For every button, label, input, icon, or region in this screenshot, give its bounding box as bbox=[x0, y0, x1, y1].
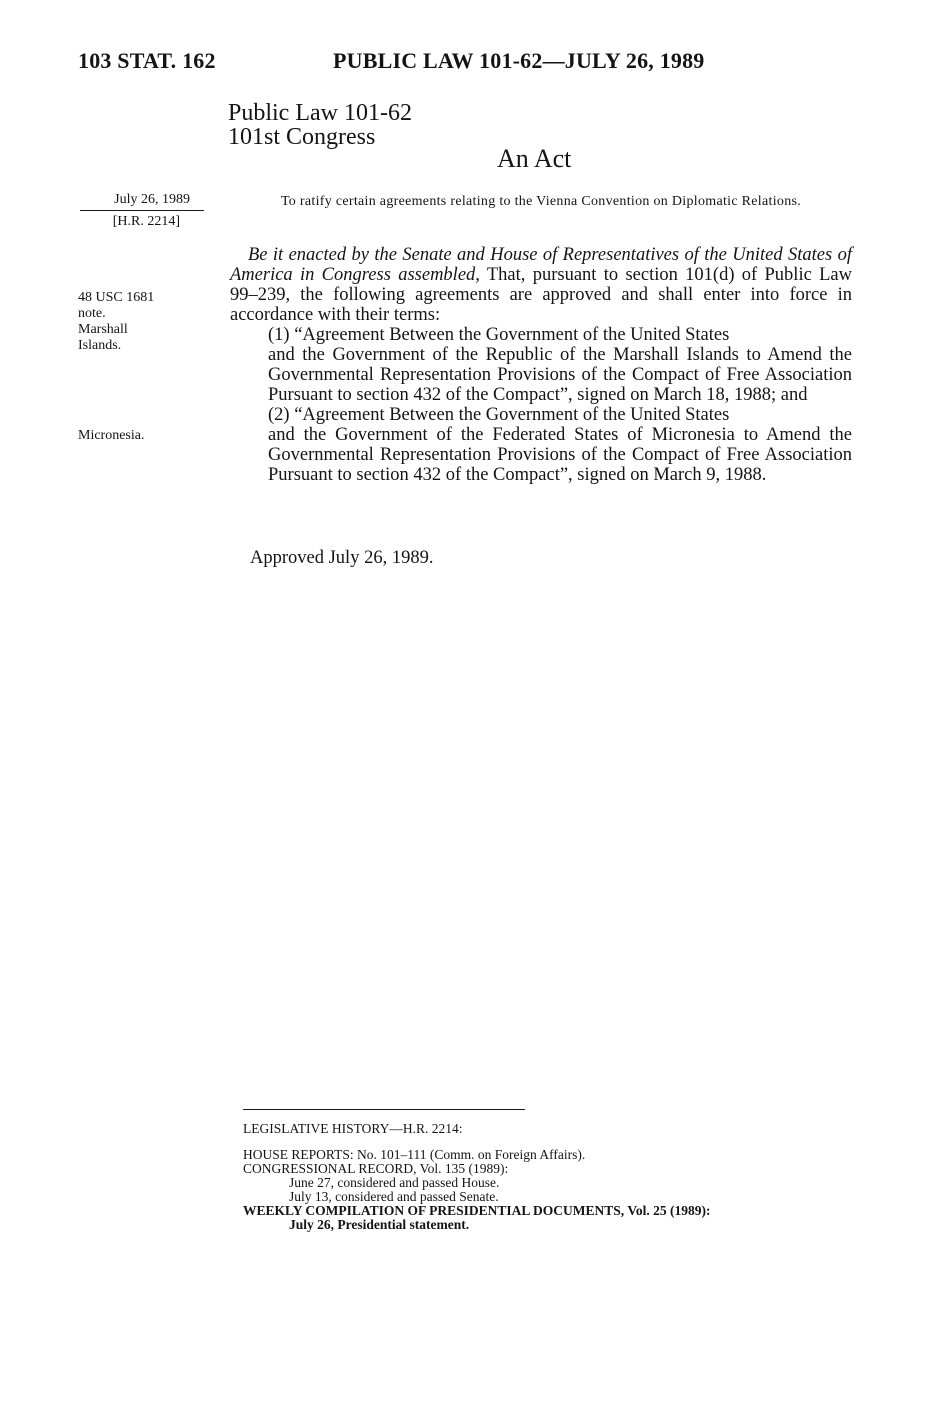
agreement-item-2-lead: (2) “Agreement Between the Government of the United States bbox=[268, 405, 730, 425]
margin-usc-reference bbox=[78, 290, 154, 354]
agreement-item-2-text: and the Government of the Federated States of Micronesia to Amend the Governmental Representation Provisions of the Compact of Free Association Pursuant to section 432 of the Compact”, signed on March 9, 1988. bbox=[268, 425, 852, 485]
enacting-paragraph bbox=[230, 245, 852, 325]
approval-date: Approved July 26, 1989. bbox=[250, 548, 434, 568]
history-house-reports: HOUSE REPORTS: No. 101–111 (Comm. on Foreign Affairs). bbox=[243, 1147, 586, 1162]
enacting-intro: That, pursuant to section 101(d) of Public Law 99–239, the following agreements are approved and shall enter into force in accordance with their terms: bbox=[230, 265, 852, 325]
margin-micronesia: Micronesia. bbox=[78, 428, 145, 443]
history-weekly-compilation: WEEKLY COMPILATION OF PRESIDENTIAL DOCUMENTS, Vol. 25 (1989): bbox=[243, 1203, 711, 1218]
running-title: PUBLIC LAW 101-62—JULY 26, 1989 bbox=[333, 48, 705, 73]
margin-usc-code: 48 USC 1681 bbox=[78, 290, 155, 305]
enacting-clause: Be it enacted by the Senate and House of Representatives of the United States of America in Congress assembled, bbox=[230, 245, 852, 285]
margin-marshall-2: Islands. bbox=[78, 338, 122, 353]
congress-number: 101st Congress bbox=[228, 124, 376, 150]
margin-marshall-1: Marshall bbox=[78, 322, 128, 337]
history-rule bbox=[243, 1109, 525, 1110]
agreement-item-1-lead: (1) “Agreement Between the Government of the United States bbox=[268, 325, 730, 345]
agreement-item-1-text: and the Government of the Republic of the Marshall Islands to Amend the Governmental Representation Provisions of the Compact of Free Association Pursuant to section 432 of the Compact”, signed on March 18, 1988; and bbox=[268, 345, 852, 405]
page-reference: 103 STAT. 162 bbox=[78, 48, 216, 73]
act-body bbox=[230, 245, 852, 485]
public-law-number: Public Law 101-62 bbox=[228, 100, 412, 126]
margin-date: July 26, 1989 bbox=[114, 192, 190, 207]
history-senate-passage: July 13, considered and passed Senate. bbox=[289, 1189, 499, 1204]
margin-rule bbox=[80, 210, 204, 211]
legislative-history-details bbox=[243, 1148, 843, 1232]
history-heading: LEGISLATIVE HISTORY—H.R. 2214: bbox=[243, 1121, 463, 1136]
margin-usc-note: note. bbox=[78, 306, 106, 321]
history-congressional-record: CONGRESSIONAL RECORD, Vol. 135 (1989): bbox=[243, 1161, 509, 1176]
history-presidential-statement: July 26, Presidential statement. bbox=[289, 1217, 470, 1232]
history-house-passage: June 27, considered and passed House. bbox=[289, 1175, 500, 1190]
margin-bill-number: [H.R. 2214] bbox=[112, 214, 180, 229]
act-purpose: To ratify certain agreements relating to the Vienna Convention on Diplomatic Relations. bbox=[280, 194, 802, 209]
act-label: An Act bbox=[497, 144, 572, 173]
legislative-history bbox=[243, 1122, 843, 1136]
